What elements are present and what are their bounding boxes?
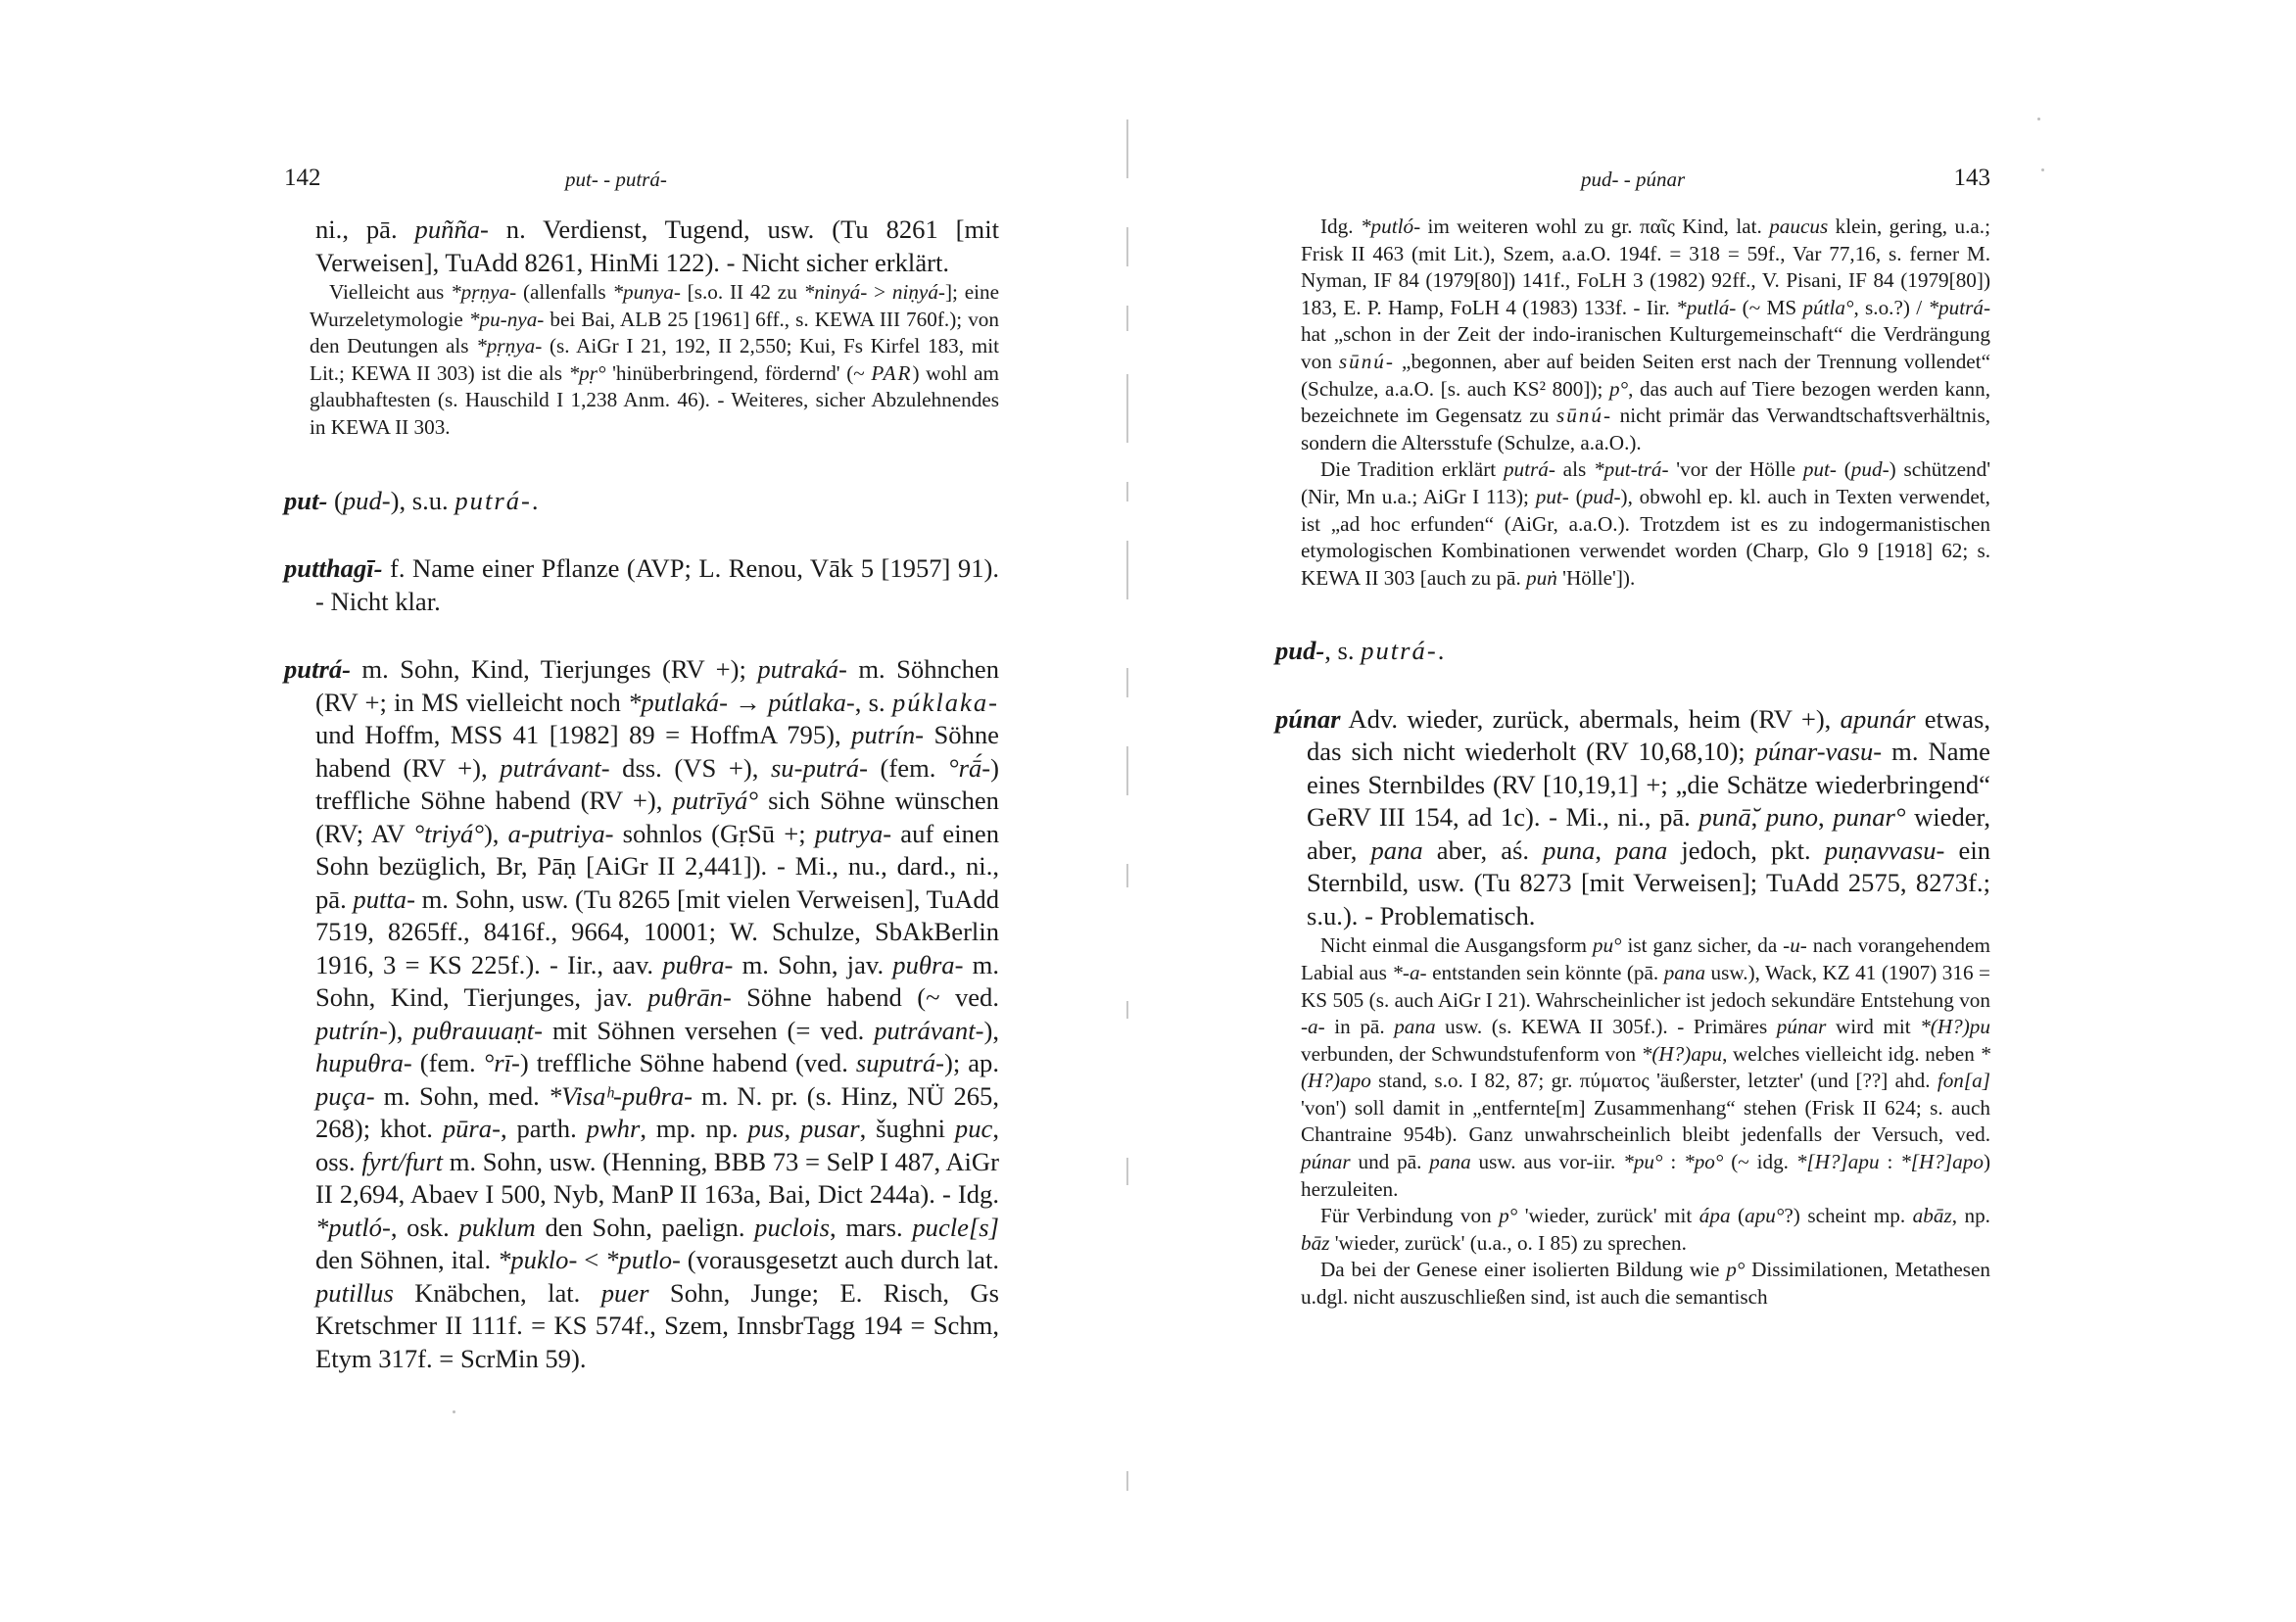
left-running-head: put- - putrá- xyxy=(565,167,667,191)
left-page xyxy=(284,0,999,1622)
commentary-paragraph: Da bei der Genese einer isolierten Bildung wie p° Dissimilationen, Metathesen u.dgl. nicht auszuschließen sind, ist auch die semantisch xyxy=(1301,1258,1990,1310)
scan-speck xyxy=(2041,168,2044,171)
entry-paragraph: pud-, s. putrá-. xyxy=(1275,636,1445,666)
entry-paragraph: púnar Adv. wieder, zurück, abermals, heim (RV +), apunár etwas, das sich nicht wiederholt (RV 10,68,10); púnar-vasu- m. Name eines Sternbildes (RV [10,19,1] +; „die Schätze wiederbringend“ GeRV III 154, ad 1c). - Mi., ni., pā. punā̆, puno, punar° wieder, aber, pana aber, aś. puna, pana jedoch, pkt. puṇavvasu- ein Sternbild, usw. (Tu 8273 [mit Verweisen]; TuAdd 2575, 8273f.; s.u.). - Problematisch. xyxy=(1275,703,1991,930)
right-running-head: pud- - púnar xyxy=(1581,167,1686,191)
entry-paragraph: put- (pud-), s.u. putrá-. xyxy=(284,485,539,515)
commentary-paragraph: Idg. *putló- im weiteren wohl zu gr. παῖς Kind, lat. paucus klein, gering, u.a.; Frisk II 463 (mit Lit.), Szem, a.a.O. 194f. = 318 = 59f., Var 77,16, s. ferner M. Nyman, IF 84 (1979[80]) 141f., FoLH 3 (1982) 92ff., V. Pisani, IF 84 (1979[80]) 183, E. P. Hamp, FoLH 4 (1983) 133f. - Iir. *putlá- (~ MS pútla°, s.o.?) / *putrá- hat „schon in der Zeit der indo-iranischen Kulturgemeinschaft“ die Verdrängung von sūnú- „begonnen, aber auf beiden Seiten erst nach der Trennung vollendet“ (Schulze, a.a.O. [s. auch KS² 800]); p°, das auch auf Tiere bezogen werden kann, bezeichnete im Gegensatz zu sūnú- nicht primär das Verwandtschaftsverhältnis, sondern die Altersstufe (Schulze, a.a.O.). xyxy=(1301,215,1991,454)
commentary-paragraph: Nicht einmal die Ausgangsform pu° ist ganz sicher, da -u- nach vorangehendem Labial aus *-a- entstanden sein könnte (pā. pana usw.), Wack, KZ 41 (1907) 316 = KS 505 (s. auch AiGr I 21). Wahrscheinlicher ist jedoch sekundäre Entstehung von -a- in pā. pana usw. (s. KEWA II 305f.). - Primäres púnar wird mit *(H?)pu verbunden, der Schwundstufenform von *(H?)apu, welches vielleicht idg. neben *(H?)apo stand, s.o. I 82, 87; gr. πύματος 'äußerster, letzter' (und [??] ahd. fon[a] 'von') soll damit in „entfernte[m] Zusammenhang“ stehen (Frisk II 624; s. auch Chantraine 954b). Ganz unwahrscheinlich bleibt jedenfalls der Versuch, ved. púnar und pā. pana usw. aus vor-iir. *pu° : *po° (~ idg. *[H?]apu : *[H?]apo) herzuleiten. xyxy=(1301,933,1991,1201)
entry-paragraph: putrá- m. Sohn, Kind, Tierjunges (RV +); putraká- m. Söhnchen (RV +; in MS vielleicht noch *putlaká- → pútlaka-, s. púklaka- und Hoffm, MSS 41 [1982] 89 = HoffmA 795), putrín- Söhne habend (RV +), putrávant- dss. (VS +), su-putrá- (fem. °rā́-) treffliche Söhne habend (RV +), putrīyá° sich Söhne wünschen (RV; AV °triyá°), a-putriya- sohnlos (GṛSū +; putrya- auf einen Sohn bezüglich, Br, Pāṇ [AiGr II 2,441]). - Mi., nu., dard., ni., pā. putta- m. Sohn, usw. (Tu 8265 [mit vielen Verweisen], TuAdd 7519, 8265ff., 8416f., 9664, 10001; W. Schulze, SbAkBerlin 1916, 3 = KS 225f.). - Iir., aav. puθra- m. Sohn, jav. puθra- m. Sohn, Kind, Tierjunges, jav. puθrān- Söhne habend (~ ved. putrín-), puθrauuaṇt- mit Söhnen versehen (= ved. putrávant-), hupuθra- (fem. °rī-) treffliche Söhne habend (ved. suputrá-); ap. puça- m. Sohn, med. *Visaʰ-puθra- m. N. pr. (s. Hinz, NÜ 265, 268); khot. pūra-, parth. pwhr, mp. np. pus, pusar, šughni puc, oss. fyrt/furt m. Sohn, usw. (Henning, BBB 73 = SelP I 487, AiGr II 2,694, Abaev I 500, Nyb, ManP II 163a, Bai, Dict 244a). - Idg. *putló-, osk. puklum den Sohn, paelign. puclois, mars. pucle[s] den Söhnen, ital. *puklo- < *putlo- (vorausgesetzt auch durch lat. putillus Knäbchen, lat. puer Sohn, Junge; E. Risch, Gs Kretschmer II 111f. = KS 574f., Szem, InnsbrTagg 194 = Schm, Etym 317f. = ScrMin 59). xyxy=(284,654,1000,1373)
entry-paragraph: putthagī- f. Name einer Pflanze (AVP; L. Renou, Vāk 5 [1957] 91). - Nicht klar. xyxy=(284,553,999,616)
scan-speck xyxy=(2037,118,2040,120)
entry-paragraph: ni., pā. puñña- n. Verdienst, Tugend, usw. (Tu 8261 [mit Verweisen], TuAdd 8261, HinMi 122). - Nicht sicher erklärt. xyxy=(315,215,999,277)
right-page xyxy=(1275,0,1990,1622)
left-page-number: 142 xyxy=(284,165,321,191)
left-page-header xyxy=(284,165,999,198)
book-gutter xyxy=(1126,119,1128,1491)
right-page-number: 143 xyxy=(1953,165,1990,191)
right-page-header xyxy=(1275,165,1990,198)
commentary-paragraph: Für Verbindung von p° 'wieder, zurück' mit ápa (apu°?) scheint mp. abāz, np. bāz 'wieder, zurück' (u.a., o. I 85) zu sprechen. xyxy=(1301,1204,1990,1255)
commentary-paragraph: Vielleicht aus *pṛṇya- (allenfalls *punya- [s.o. II 42 zu *ninyá- > niṇyá-]; eine Wurzeletymologie *pu-nya- bei Bai, ALB 25 [1961] 6ff., s. KEWA III 760f.); von den Deutungen als *pṛṇya- (s. AiGr I 21, 192, II 2,550; Kui, Fs Kirfel 183, mit Lit.; KEWA II 303) ist die als *pṛ° 'hinüberbringend, fördernd' (~ PAR) wohl am glaubhaftesten (s. Hauschild I 1,238 Anm. 46). - Weiteres, sicher Abzulehnendes in KEWA II 303. xyxy=(310,280,999,439)
commentary-paragraph: Die Tradition erklärt putrá- als *put-trá- 'vor der Hölle put- (pud-) schützend' (Nir, Mn u.a.; AiGr I 113); put- (pud-), obwohl ep. kl. auch in Texten verwendet, ist „ad hoc erfunden“ (AiGr, a.a.O.). Trotzdem ist es zu indogermanistischen etymologischen Kombinationen verwendet worden (Charp, Glo 9 [1918] 62; s. KEWA II 303 [auch zu pā. puṅ 'Hölle']). xyxy=(1301,457,1991,590)
right-page-body xyxy=(1275,214,1990,1312)
left-page-body xyxy=(284,214,999,1375)
